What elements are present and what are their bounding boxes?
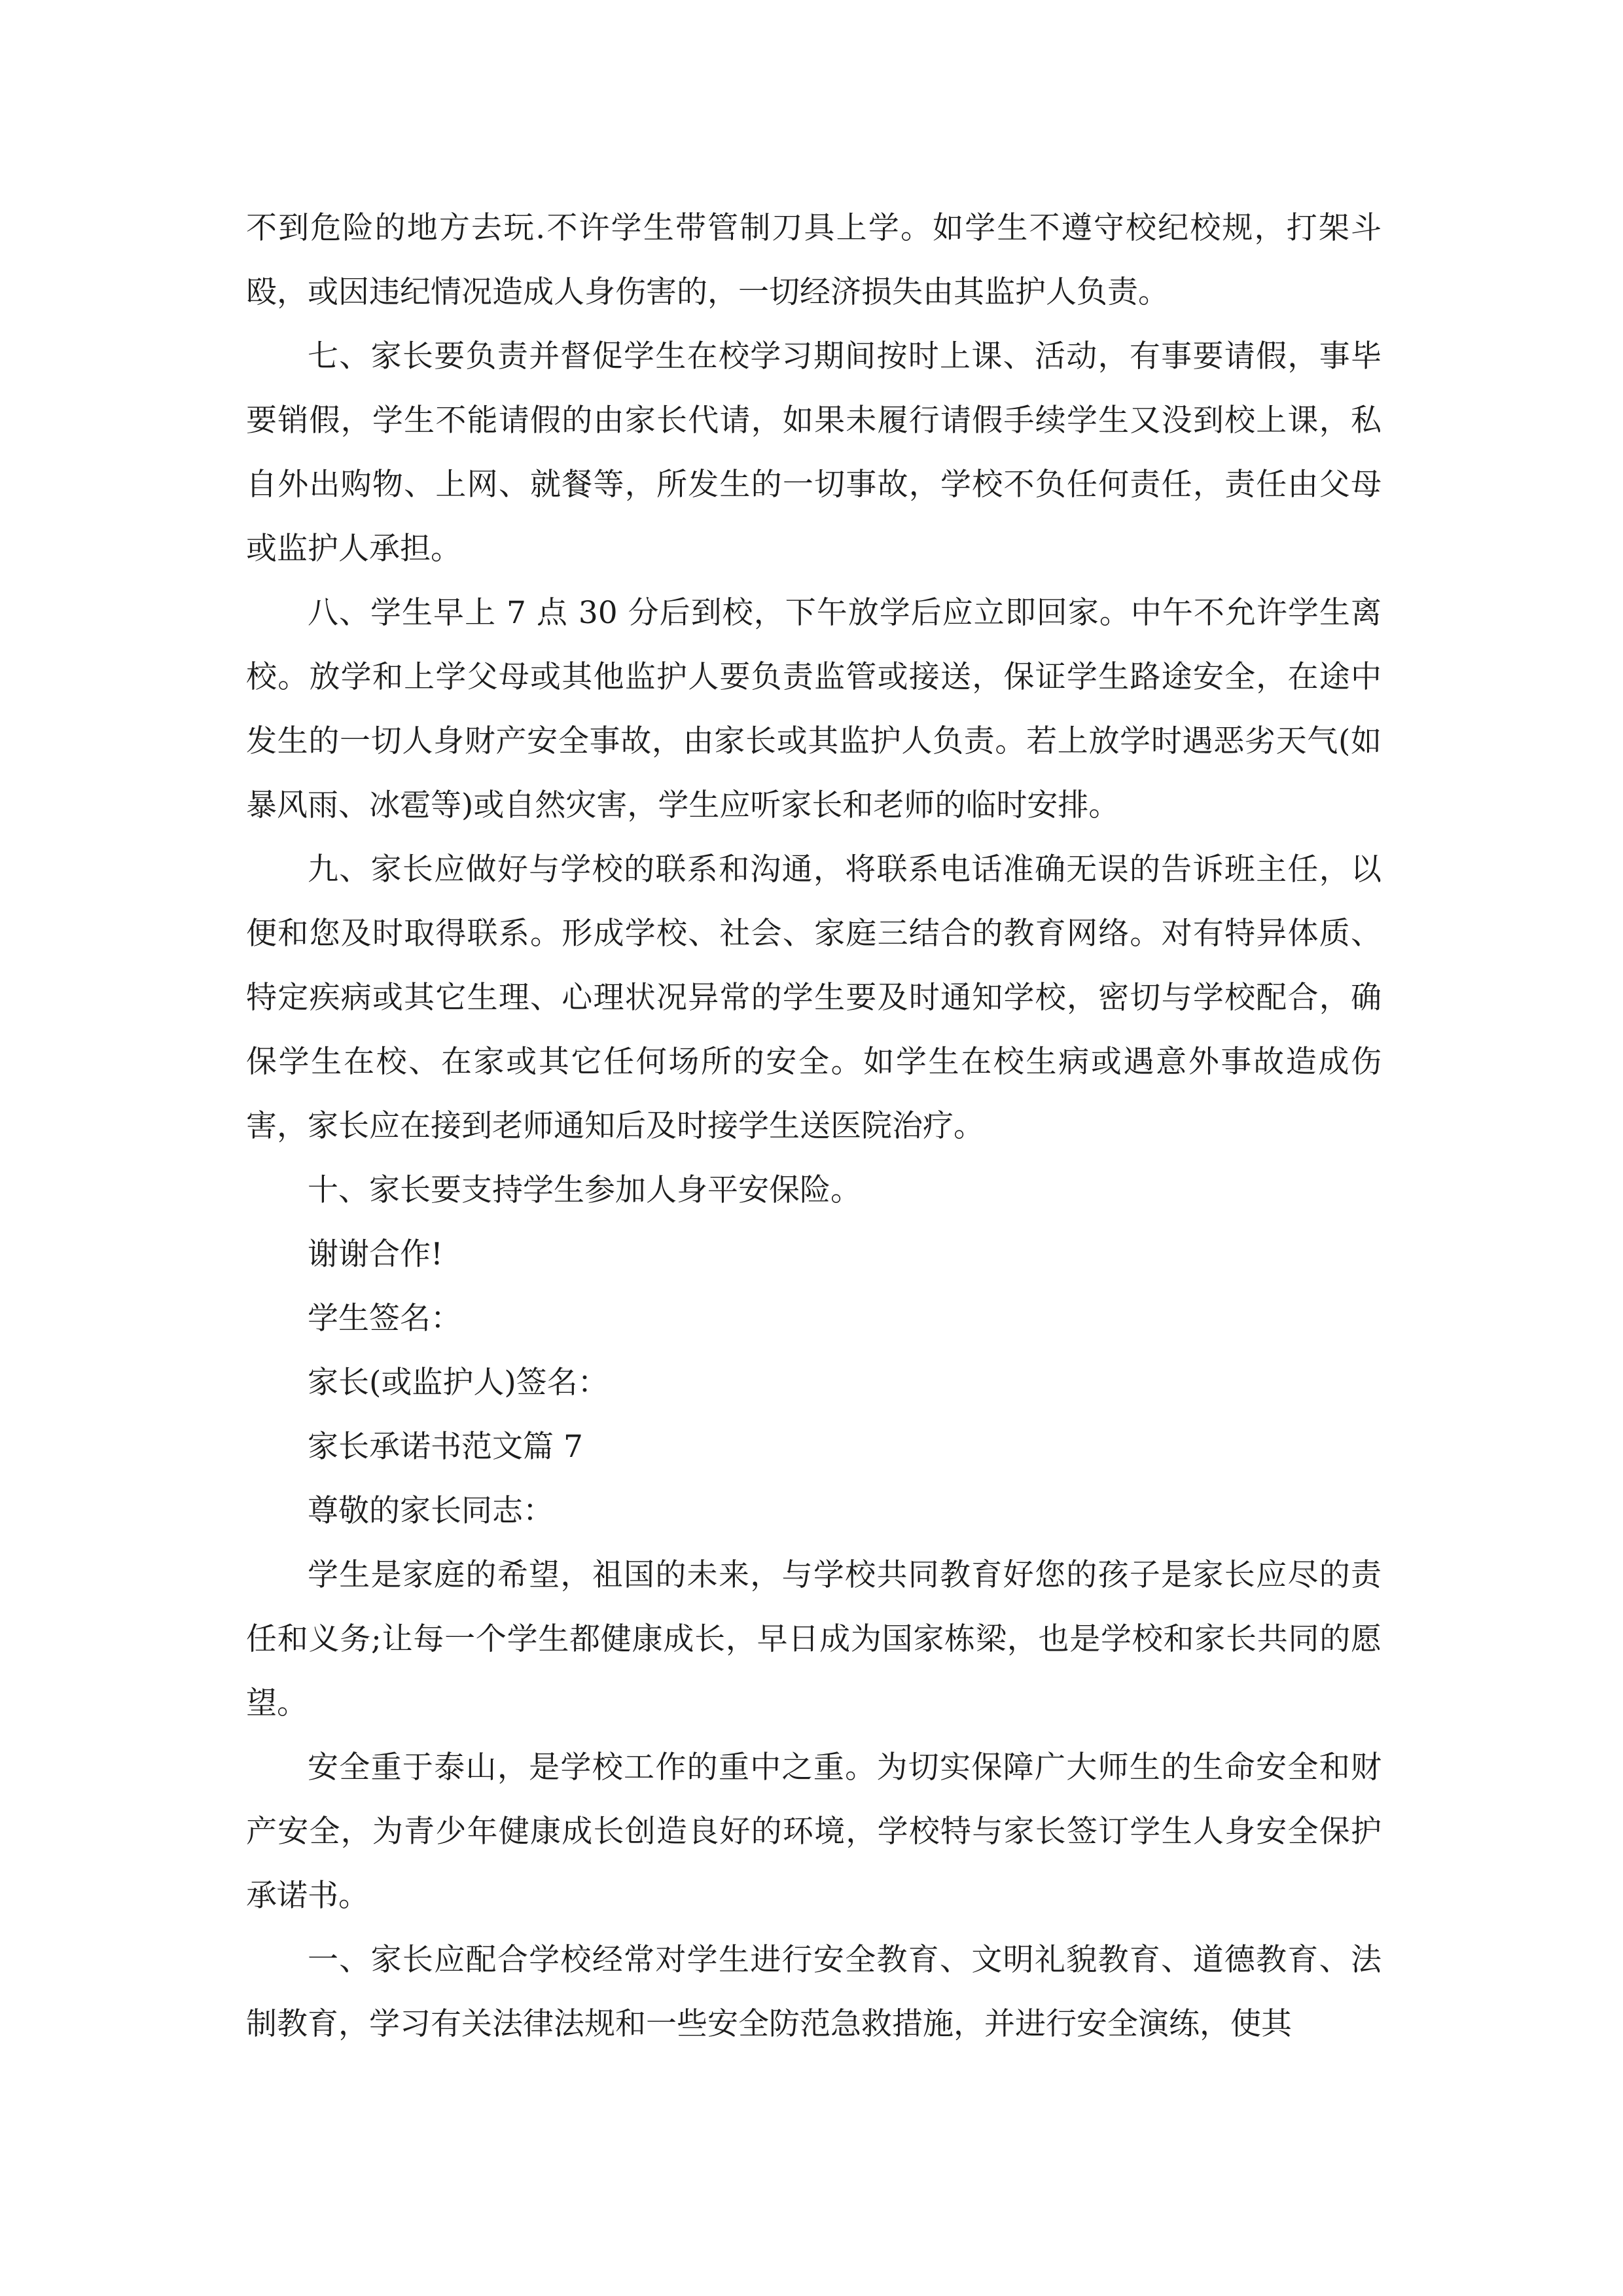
parent-signature-line: 家长(或监护人)签名： [308,1365,609,1401]
paragraph-continuation: 不到危险的地方去玩.不许学生带管制刀具上学。如学生不遵守校纪校规，打架斗殴，或因违纪情况造成人身伤害的，一切经济损失由其监护人负责。 [246,210,1382,310]
document-body [246,196,1382,2056]
paragraph-safety: 安全重于泰山，是学校工作的重中之重。为切实保障广大师生的生命安全和财产安全，为青少年健康成长创造良好的环境，学校特与家长签订学生人身安全保护承诺书。 [246,1749,1382,1914]
section-heading: 家长承诺书范文篇 7 [308,1429,583,1465]
paragraph-item-7: 七、家长要负责并督促学生在校学习期间按时上课、活动，有事要请假，事毕要销假，学生不能请假的由家长代请，如果未履行请假手续学生又没到校上课，私自外出购物、上网、就餐等，所发生的一切事故，学校不负任何责任，责任由父母或监护人承担。 [246,338,1382,567]
paragraph-intro: 学生是家庭的希望，祖国的未来，与学校共同教育好您的孩子是家长应尽的责任和义务;让每一个学生都健康成长，早日成为国家栋梁，也是学校和家长共同的愿望。 [246,1557,1382,1721]
paragraph-item-1: 一、家长应配合学校经常对学生进行安全教育、文明礼貌教育、道德教育、法制教育，学习有关法律法规和一些安全防范急救措施，并进行安全演练，使其 [246,1942,1382,2042]
salutation: 尊敬的家长同志： [308,1493,554,1529]
paragraph-item-10: 十、家长要支持学生参加人身平安保险。 [308,1172,861,1208]
thanks-line: 谢谢合作! [308,1236,443,1272]
student-signature-line: 学生签名： [308,1300,461,1336]
paragraph-item-8: 八、学生早上 7 点 30 分后到校，下午放学后应立即回家。中午不允许学生离校。放学和上学父母或其他监护人要负责监管或接送，保证学生路途安全，在途中发生的一切人身财产安全事故，由家长或其监护人负责。若上放学时遇恶劣天气(如暴风雨、冰雹等)或自然灾害，学生应听家长和老师的临时安排。 [246,595,1382,823]
paragraph-item-9: 九、家长应做好与学校的联系和沟通，将联系电话准确无误的告诉班主任，以便和您及时取得联系。形成学校、社会、家庭三结合的教育网络。对有特异体质、特定疾病或其它生理、心理状况异常的学生要及时通知学校，密切与学校配合，确保学生在校、在家或其它任何场所的安全。如学生在校生病或遇意外事故造成伤害，家长应在接到老师通知后及时接学生送医院治疗。 [246,852,1382,1144]
